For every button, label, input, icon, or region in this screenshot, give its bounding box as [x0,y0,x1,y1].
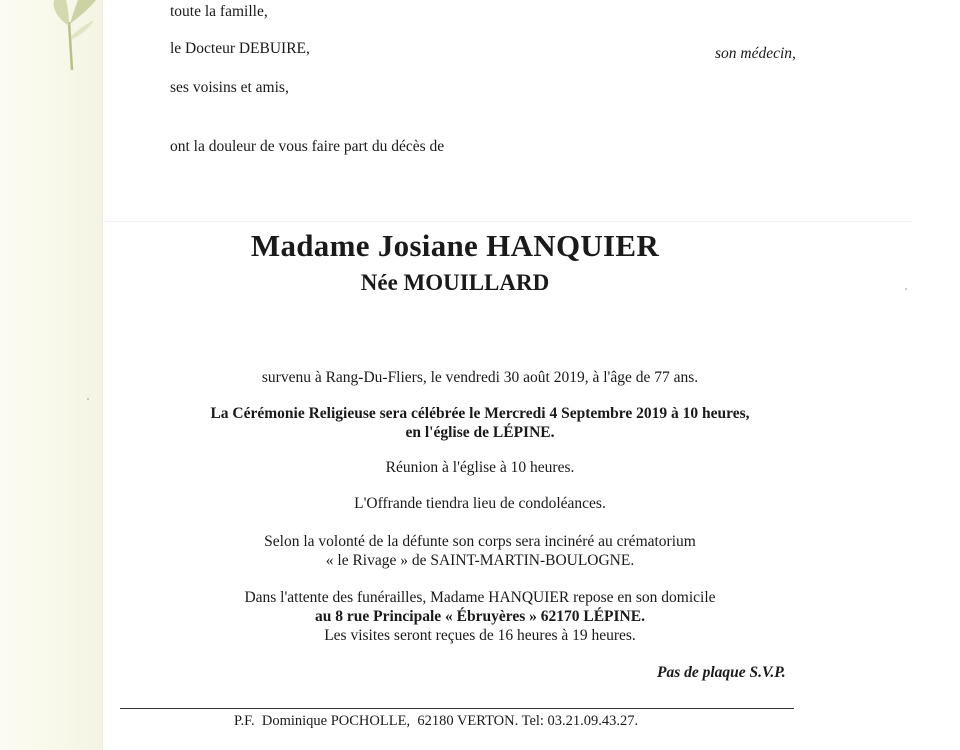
doctor-role: son médecin, [715,45,796,62]
ceremony-line-2: en l'église de LÉPINE. [405,424,555,441]
rest-line-2: au 8 rue Principale « Ébruyères » 62170 LÉPINE. [315,608,645,625]
funeral-home-info: P.F. Dominique POCHOLLE, 62180 VERTON. Tel: 03.21.09.43.27. [234,713,639,729]
visits-info: Les visites seront reçues de 16 heures à 19 heures. [324,627,636,644]
leaf-icon [52,0,98,70]
deceased-name: Madame Josiane HANQUIER [250,228,660,263]
death-info: survenu à Rang-Du-Fliers, le vendredi 30 août 2019, à l'âge de 77 ans. [261,369,699,386]
paper-speck [87,398,89,400]
announcement-line: ont la douleur de vous faire part du décès de [170,138,445,155]
fold-line [103,221,913,222]
doctor-line: le Docteur DEBUIRE, [170,40,310,57]
no-plaque-note: Pas de plaque S.V.P. [657,664,786,681]
footer-divider [120,708,794,709]
cremation-line-2: « le Rivage » de SAINT-MARTIN-BOULOGNE. [325,552,635,569]
offering-info: L'Offrande tiendra lieu de condoléances. [354,495,606,512]
deceased-birth-name: Née MOUILLARD [360,270,550,295]
family-line: toute la famille, [170,3,268,20]
meeting-info: Réunion à l'église à 10 heures. [385,459,575,476]
rest-line-1: Dans l'attente des funérailles, Madame HANQUIER repose en son domicile [244,589,716,606]
ceremony-line-1: La Cérémonie Religieuse sera célébrée le Mercredi 4 Septembre 2019 à 10 heures, [210,405,750,422]
cremation-line-1: Selon la volonté de la défunte son corps sera incinéré au crématorium [264,533,696,550]
neighbors-line: ses voisins et amis, [170,79,289,96]
